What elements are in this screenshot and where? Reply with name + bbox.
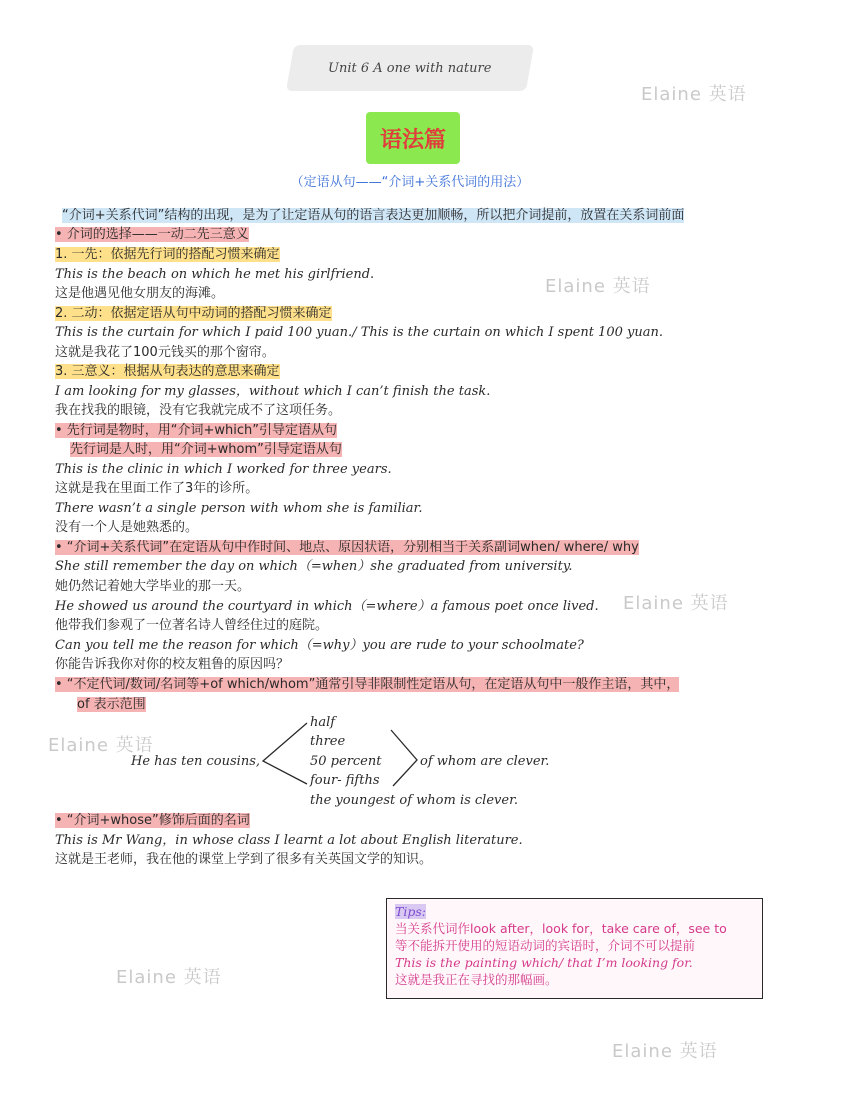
bullet-whose	[55, 812, 250, 829]
example-zh: 没有一个人是她熟悉的。	[55, 520, 199, 535]
bullet-text: • “不定代词/数词/名词等+of which/whom”通常引导非限制性定语从句，在定语从句中一般作主语，其中，	[55, 677, 680, 692]
tips-box	[386, 898, 763, 999]
bullet-whom	[70, 441, 342, 458]
bullet-indefinite	[55, 676, 679, 693]
watermark: Elaine 英语	[48, 735, 154, 756]
watermark: Elaine 英语	[116, 967, 222, 988]
example-zh: 这就是王老师，我在他的课堂上学到了很多有关英国文学的知识。	[55, 852, 433, 867]
intro-line	[62, 207, 684, 224]
example-zh: 这是他遇见他女朋友的海滩。	[55, 286, 225, 301]
bullet-text: of 表示范围	[77, 697, 146, 712]
bullet-text: • 先行词是物时，用“介词+which”引导定语从句	[55, 423, 338, 438]
example-en: Can you tell me the reason for which（=why）you are rude to your schoolmate?	[55, 638, 584, 653]
example-zh: 这就是我花了100元钱买的那个窗帘。	[55, 345, 275, 360]
rule-text: 1. 一先：依据先行词的搭配习惯来确定	[55, 247, 280, 262]
example-zh: 你能告诉我你对你的校友粗鲁的原因吗？	[55, 657, 290, 672]
diagram-extra: the youngest of whom is clever.	[310, 793, 518, 808]
tips-line: This is the painting which/ that I’m looking for.	[395, 955, 693, 970]
diagram-ending: of whom are clever.	[420, 754, 550, 769]
example-en: She still remember the day on which（=when）she graduated from university.	[55, 559, 573, 574]
bullet-text: • “介词+whose”修饰后面的名词	[55, 813, 250, 828]
tips-line: 这就是我正在寻找的那幅画。	[395, 972, 558, 987]
bullet-which	[55, 422, 337, 439]
rule-text: 2. 二动：依据定语从句中动词的搭配习惯来确定	[55, 306, 332, 321]
rule-2	[55, 305, 332, 322]
bullet-adverbial	[55, 539, 639, 556]
example-en: This is the curtain for which I paid 100 yuan./ This is the curtain on which I spent 100 yuan.	[55, 325, 663, 340]
diagram-subject: He has ten cousins,	[131, 754, 260, 769]
diagram-brackets	[255, 718, 425, 790]
tips-label-row	[395, 903, 754, 920]
diagram-option: half	[310, 715, 336, 730]
example-zh: 她仍然记着她大学毕业的那一天。	[55, 579, 251, 594]
example-zh: 他带我们参观了一位著名诗人曾经住过的庭院。	[55, 618, 329, 633]
example-en: This is Mr Wang，in whose class I learnt a lot about English literature.	[55, 833, 523, 848]
unit-title: Unit 6 A one with nature	[328, 61, 492, 76]
intro-text: “介词+关系代词”结构的出现，是为了让定语从句的语言表达更加顺畅，所以把介词提前，放置在关系词前面	[62, 208, 685, 223]
tips-line: 等不能拆开使用的短语动词的宾语时，介词不可以提前	[395, 938, 696, 953]
rule-3	[55, 363, 280, 380]
example-en: There wasn’t a single person with whom she is familiar.	[55, 501, 423, 516]
watermark: Elaine 英语	[545, 276, 651, 297]
tips-label: Tips:	[395, 904, 426, 919]
example-en: He showed us around the courtyard in which（=where）a famous poet once lived.	[55, 599, 599, 614]
rule-1	[55, 246, 280, 263]
example-en: This is the beach on which he met his girlfriend.	[55, 267, 375, 282]
example-en: This is the clinic in which I worked for three years.	[55, 462, 392, 477]
tips-line: 当关系代词作look after，look for，take care of，see to	[395, 921, 727, 936]
bullet-text: • “介词+关系代词”在定语从句中作时间、地点、原因状语，分别相当于关系副词when/ where/ why	[55, 540, 639, 555]
rule-text: 3. 三意义：根据从句表达的意思来确定	[55, 364, 280, 379]
bullet-text: • 介词的选择——一动二先三意义	[55, 227, 249, 242]
example-en: I am looking for my glasses，without which I can’t finish the task.	[55, 384, 491, 399]
bullet-indefinite-cont	[77, 696, 146, 713]
example-zh: 这就是我在里面工作了3年的诊所。	[55, 481, 259, 496]
diagram-option: three	[310, 734, 346, 749]
watermark: Elaine 英语	[641, 84, 747, 105]
bullet-preposition-choice	[55, 226, 249, 243]
diagram-option: four- fifths	[310, 773, 380, 788]
watermark: Elaine 英语	[623, 593, 729, 614]
subtitle: （定语从句——“介词+关系代词的用法）	[290, 175, 530, 190]
section-badge: 语法篇	[366, 112, 460, 164]
watermark: Elaine 英语	[612, 1041, 718, 1062]
diagram-option: 50 percent	[310, 754, 382, 769]
example-zh: 我在找我的眼镜，没有它我就完成不了这项任务。	[55, 403, 342, 418]
bullet-text: 先行词是人时，用“介词+whom”引导定语从句	[70, 442, 342, 457]
